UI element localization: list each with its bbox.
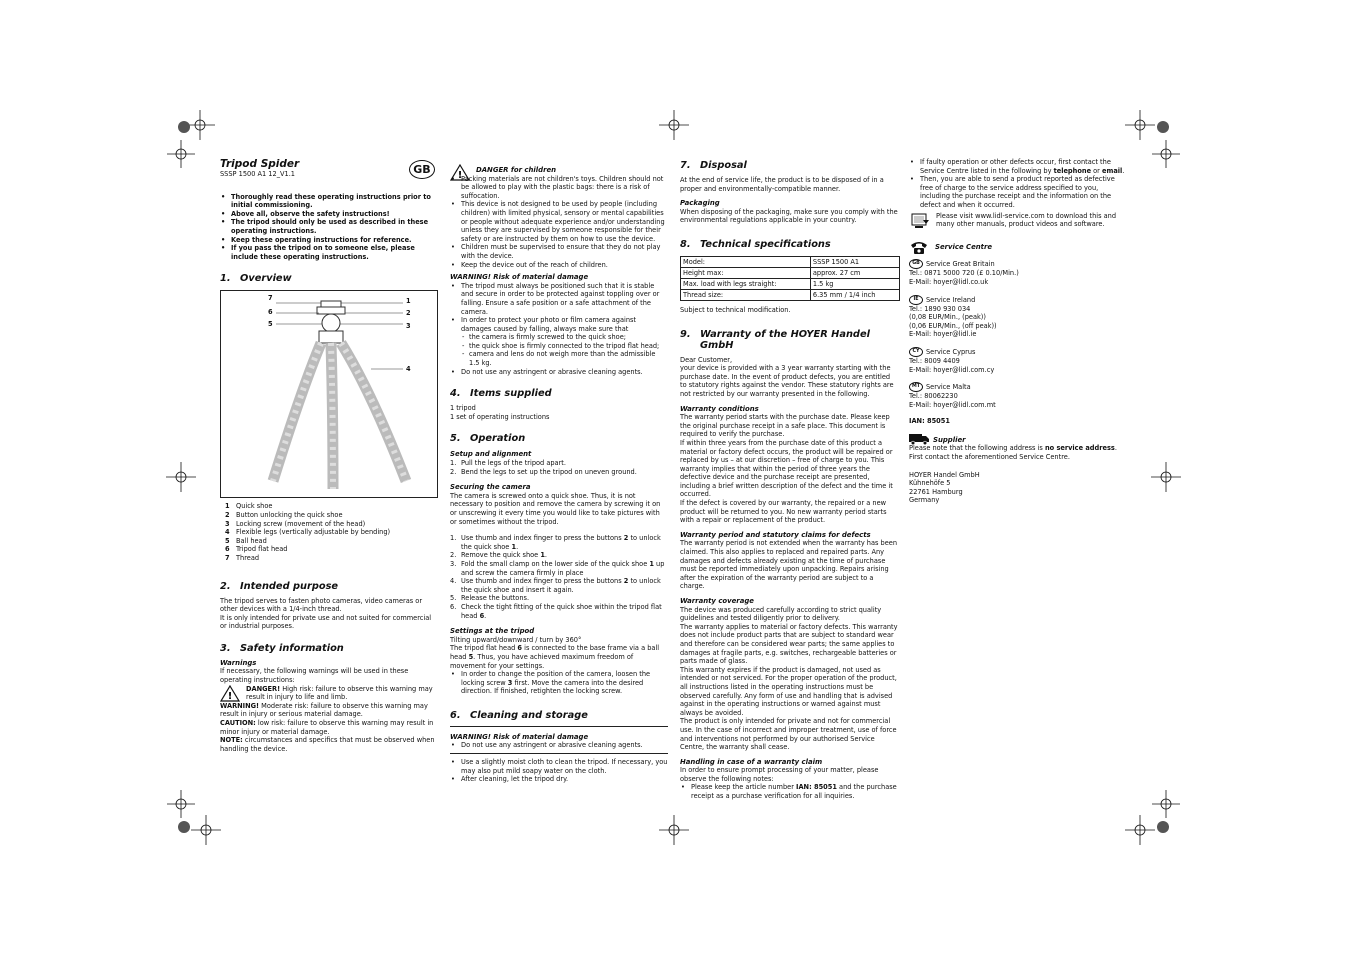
list-item: 3. Fold the small clamp on the lower side of the quick shoe 1 up and screw the camera firmly in place [450, 559, 665, 577]
paragraph: If within three years from the purchase date of this product a material or factory defect occurs, the product will be repaired or replaced by us – at our discretion – free of charge to you. This warranty implies that within the period of three years the defective device and the purchase receipt are presented, including a brief written description of the defect and the time it occurred. [680, 438, 893, 499]
intro-bullet: • Thoroughly read these operating instructions prior to initial commissioning. [220, 193, 438, 210]
column-2 [450, 162, 668, 784]
paragraph: The tripod flat head 6 is connected to the base frame via a ball head 5. Thus, you have achieved maximum freedom of movement for your settings. [450, 644, 660, 670]
subheading: Warranty period and statutory claims for defects [680, 530, 871, 539]
legend-item: 6 Tripod flat head [225, 545, 288, 554]
table-row: Max. load with legs straight: 1.5 kg [681, 278, 900, 289]
svg-text:!: ! [457, 170, 463, 181]
warning-list [450, 282, 668, 377]
truck-icon [909, 433, 929, 445]
subheading: WARNING! Risk of material damage [450, 273, 589, 282]
section-heading-intended: 2. Intended purpose [220, 580, 339, 592]
divider [450, 753, 668, 754]
document-title: Tripod Spider [220, 158, 300, 170]
paragraph: In order to ensure prompt processing of your matter, please observe the following notes: [680, 766, 879, 783]
figure-legend [220, 502, 438, 562]
warning-triangle-icon [220, 685, 240, 702]
legend-item: 3 Locking screw (movement of the head) [225, 519, 366, 528]
section-heading-safety: 3. Safety information [220, 642, 344, 654]
supplier-heading: Supplier [909, 436, 1129, 445]
paragraph: It is only intended for private use and not suited for commercial or industrial purposes. [220, 613, 432, 631]
section-heading-tech: 8. Technical specifications [680, 238, 831, 250]
list-item: 5. Release the buttons. [450, 594, 530, 603]
figure-label: 7 [268, 294, 273, 303]
telephone-icon [909, 240, 929, 254]
list-item: • After cleaning, let the tripod dry. [450, 775, 668, 784]
item-line: 1 set of operating instructions [450, 412, 550, 421]
list-item: • Keep the device out of the reach of children. [450, 261, 668, 270]
handling-list [680, 783, 898, 800]
paragraph: Tilting upward/downward / turn by 360° [450, 635, 582, 644]
list-item: • In order to change the position of the camera, loosen the locking screw 3 first. Move the camera into the desired direction. If finished, retighten the locking screw. [450, 670, 668, 696]
note: NOTE: circumstances and specifics that must be observed when handling the device. [220, 736, 435, 753]
table-row: Model: SSSP 1500 A1 [681, 256, 900, 267]
paragraph: At the end of service life, the product is to be disposed of in a proper and environmentally-compatible manner. [680, 176, 884, 193]
table-row: Height max: approx. 27 cm [681, 267, 900, 278]
clean-warning-list [450, 741, 668, 750]
list-item: • The tripod must always be positioned such that it is stable and secure in order to be protected against toppling over or falling. Ensure a safe position or a safe attachment of the camera. [450, 282, 668, 316]
list-item: 4. Use thumb and index finger to press the buttons 2 to unlock the quick shoe and insert it again. [450, 577, 661, 594]
paragraph: The warranty period starts with the purchase date. Please keep the original purchase receipt in a safe place. This document is required to verify the purchase. [680, 413, 890, 439]
list-item: • Do not use any astringent or abrasive cleaning agents. [450, 368, 668, 377]
subheading: Handling in case of a warranty claim [680, 757, 823, 766]
country-badge: MT [909, 382, 923, 392]
intro-bullets [220, 193, 438, 262]
legend-item: 4 Flexible legs (vertically adjustable by bending) [225, 528, 391, 537]
supplier-address: HOYER Handel GmbH Kühnehöfe 5 22761 Hamburg Germany [909, 470, 980, 505]
subheading: Packaging [680, 199, 720, 208]
section-heading-operation: 5. Operation [450, 433, 526, 445]
list-item: • In order to protect your photo or film camera against damages caused by falling, always make sure that - the camera is firmly screwed to the quick shoe; - the quick shoe is firmly connected to the tripod flat head; - camera and lens do not weigh more than the admissible 1.5 kg. [450, 316, 668, 368]
service-entry: CY Service Cyprus Tel.: 8009 4409 E-Mail: hoyer@lidl.com.cy [909, 347, 995, 374]
item-line: 1 tripod [450, 404, 476, 413]
service-entry: GB Service Great Britain Tel.: 0871 5000 720 (£ 0.10/Min.) E-Mail: hoyer@lidl.co.uk [909, 260, 1019, 286]
list-item: • If faulty operation or other defects occur, first contact the Service Centre listed in the following by telephone or email. [909, 158, 1129, 175]
intro-bullet: • If you pass the tripod on to someone else, please include these operating instructions. [220, 244, 438, 261]
intro-bullet: • The tripod should only be used as described in these operating instructions. [220, 218, 438, 235]
paragraph: Please note that the following address is no service address. First contact the aforementioned Service Centre. [909, 444, 1117, 462]
column-4 [909, 158, 1129, 505]
claim-list [909, 158, 1129, 210]
legend-item: 2 Button unlocking the quick shoe [225, 510, 343, 519]
setup-steps [450, 459, 668, 476]
subheading: Warnings [220, 658, 257, 667]
column-3 [680, 158, 898, 801]
country-badge: IE [909, 295, 923, 305]
list-item: • Use a slightly moist cloth to clean the tripod. If necessary, you may also put mild soapy water on the cloth. [450, 758, 668, 775]
tripod-figure [220, 290, 438, 498]
subheading: Securing the camera [450, 483, 531, 492]
secure-steps [450, 534, 668, 620]
list-item: • Children must be supervised to ensure that they do not play with the device. [450, 243, 668, 260]
intro-bullet: • Keep these operating instructions for reference. [220, 236, 438, 245]
svg-text:!: ! [227, 690, 233, 702]
danger-note: ! DANGER! High risk: failure to observe this warning may result in injury to life and limb. [220, 685, 438, 702]
section-heading-warranty: 9. Warranty of the HOYER Handel GmbH [680, 328, 870, 351]
ian-number: IAN: 85051 [909, 417, 950, 426]
list-item: 2. Bend the legs to set up the tripod on uneven ground. [450, 467, 637, 476]
paragraph: The tripod serves to fasten photo cameras, video cameras or other devices with a 1/4-inch thread. [220, 596, 423, 614]
list-item: 1. Use thumb and index finger to press the buttons 2 to unlock the quick shoe 1. [450, 534, 661, 551]
table-row: Thread size: 6.35 mm / 1/4 inch [681, 289, 900, 300]
service-entry: MT Service Malta Tel.: 80062230 E-Mail: hoyer@lidl.com.mt [909, 383, 996, 409]
computer-download-icon [911, 212, 931, 230]
list-item: • Do not use any astringent or abrasive cleaning agents. [450, 741, 668, 750]
subheading: Warranty coverage [680, 597, 754, 605]
section-heading-overview: 1. Overview [220, 273, 292, 285]
paragraph: If necessary, the following warnings will be used in these operating instructions: [220, 667, 409, 685]
paragraph: If the defect is covered by our warranty, the repaired or a new product will be returned to you. No new warranty period starts with a repair or replacement of the product. [680, 499, 887, 525]
paragraph: This warranty expires if the product is damaged, not used as intended or not serviced. For the proper operation of the product, all instructions listed in the operating instructions must be observed carefully. Any form of use and handling that is advised against in the operating instructions or warned against must always be avoided. [680, 665, 897, 717]
model-number: SSSP 1500 A1 12_V1.1 [220, 170, 295, 178]
warning-note: WARNING! Moderate risk: failure to observe this warning may result in injury or serious material damage. [220, 701, 428, 719]
list-item: 2. Remove the quick shoe 1. [450, 551, 548, 560]
service-entry: IE Service Ireland Tel.: 1890 930 034 (0,08 EUR/Min., (peak)) (0,06 EUR/Min., (off peak)) E-Mail: hoyer@lidl.ie [909, 295, 997, 339]
service-centre-heading: Service Centre [909, 243, 1129, 252]
legend-item: 1 Quick shoe [225, 502, 273, 511]
section-heading-disposal: 7. Disposal [680, 160, 747, 171]
paragraph: The product is only intended for private and not for commercial use. In the case of incorrect and improper treatment, use of force and interventions not performed by our authorised Service Centre, the warranty shall cease. [680, 717, 897, 752]
list-item: • This device is not designed to be used by people (including children) with limited physical, sensory or mental capabilities or people without adequate experience and/or understanding unless they are supervised by someone responsible for their safety or are instructed by them on how to use the device. [450, 200, 668, 243]
spec-table [680, 256, 900, 301]
tripod-illustration [221, 291, 437, 497]
column-1 [220, 158, 438, 753]
figure-label: 3 [406, 322, 411, 331]
list-item: - the camera is firmly screwed to the quick shoe; [450, 333, 668, 342]
paragraph: The warranty applies to material or factory defects. This warranty does not include product parts that are subject to standard wear and therefore can be considered wear parts; the same applies to damages at fragile parts, e.g. switches, rechargeable batteries or parts made of glass. [680, 622, 898, 666]
divider [450, 726, 668, 727]
paragraph: The warranty period is not extended when the warranty has been claimed. This also applies to replaced and repaired parts. Any damages and defects already existing at the time of purchase must be reported immediately upon unpacking. Repairs arising after the expiration of the warranty period are subject to a charge. [680, 539, 898, 591]
subheading: WARNING! Risk of material damage [450, 732, 589, 741]
figure-label: 5 [268, 320, 273, 329]
figure-label: 6 [268, 308, 273, 317]
subheading: Settings at the tripod [450, 627, 535, 636]
paragraph: The device was produced carefully according to strict quality guidelines and tested diligently prior to delivery. [680, 605, 882, 623]
list-item: • Then, you are able to send a product reported as defective free of charge to the service address specified to you, including the purchase receipt and the information on the defect and when it occurred. [909, 175, 1129, 209]
figure-label: 1 [406, 297, 411, 306]
settings-list [450, 670, 668, 696]
caution-note: CAUTION: low risk: failure to observe this warning may result in minor injury or material damage. [220, 719, 434, 736]
paragraph: Dear Customer, [680, 355, 733, 364]
section-heading-cleaning: 6. Cleaning and storage [450, 709, 588, 721]
paragraph: When disposing of the packaging, make sure you comply with the environmental regulations applicable in your country. [680, 207, 898, 225]
list-item: 6. Check the tight fitting of the quick shoe within the tripod flat head 6. [450, 602, 662, 620]
danger-children-heading: ! DANGER for children [450, 166, 668, 175]
paragraph: The camera is screwed onto a quick shoe. Thus, it is not necessary to position and remove the camera by screwing it on or unscrewing it every time you would like to take pictures with or sometimes without the tripod. [450, 491, 661, 526]
list-item: - camera and lens do not weigh more than the admissible 1.5 kg. [450, 350, 668, 367]
legend-item: 5 Ball head [225, 536, 267, 545]
subheading: Warranty conditions [680, 404, 759, 413]
country-badge: CY [909, 347, 923, 357]
section-heading-items: 4. Items supplied [450, 388, 552, 400]
intro-bullet: • Above all, observe the safety instructions! [220, 210, 438, 219]
web-note: Please visit www.lidl-service.com to download this and many other manuals, product videos and software. [909, 212, 1129, 229]
legend-item: 7 Thread [225, 553, 260, 562]
danger-children-list [450, 175, 668, 270]
figure-label: 4 [406, 365, 411, 374]
list-item: • Please keep the article number IAN: 85051 and the purchase receipt as a purchase verification for all inquiries. [680, 783, 898, 800]
figure-label: 2 [406, 309, 411, 318]
country-badge: GB [909, 259, 923, 269]
list-item: - the quick shoe is firmly connected to the tripod flat head; [450, 342, 668, 351]
list-item: 1. Pull the legs of the tripod apart. [450, 459, 566, 468]
paragraph: Subject to technical modification. [680, 305, 791, 314]
language-badge: GB [409, 160, 435, 179]
clean-list [450, 758, 668, 784]
list-item: • Packing materials are not children's toys. Children should not be allowed to play with the plastic bags: there is a risk of suffocation. [450, 175, 668, 201]
subheading: Setup and alignment [450, 450, 532, 459]
paragraph: your device is provided with a 3 year warranty starting with the purchase date. In the event of product defects, you are entitled to statutory rights against the vendor. These statutory rights are not restricted by our warranty presented in the following. [680, 364, 894, 398]
